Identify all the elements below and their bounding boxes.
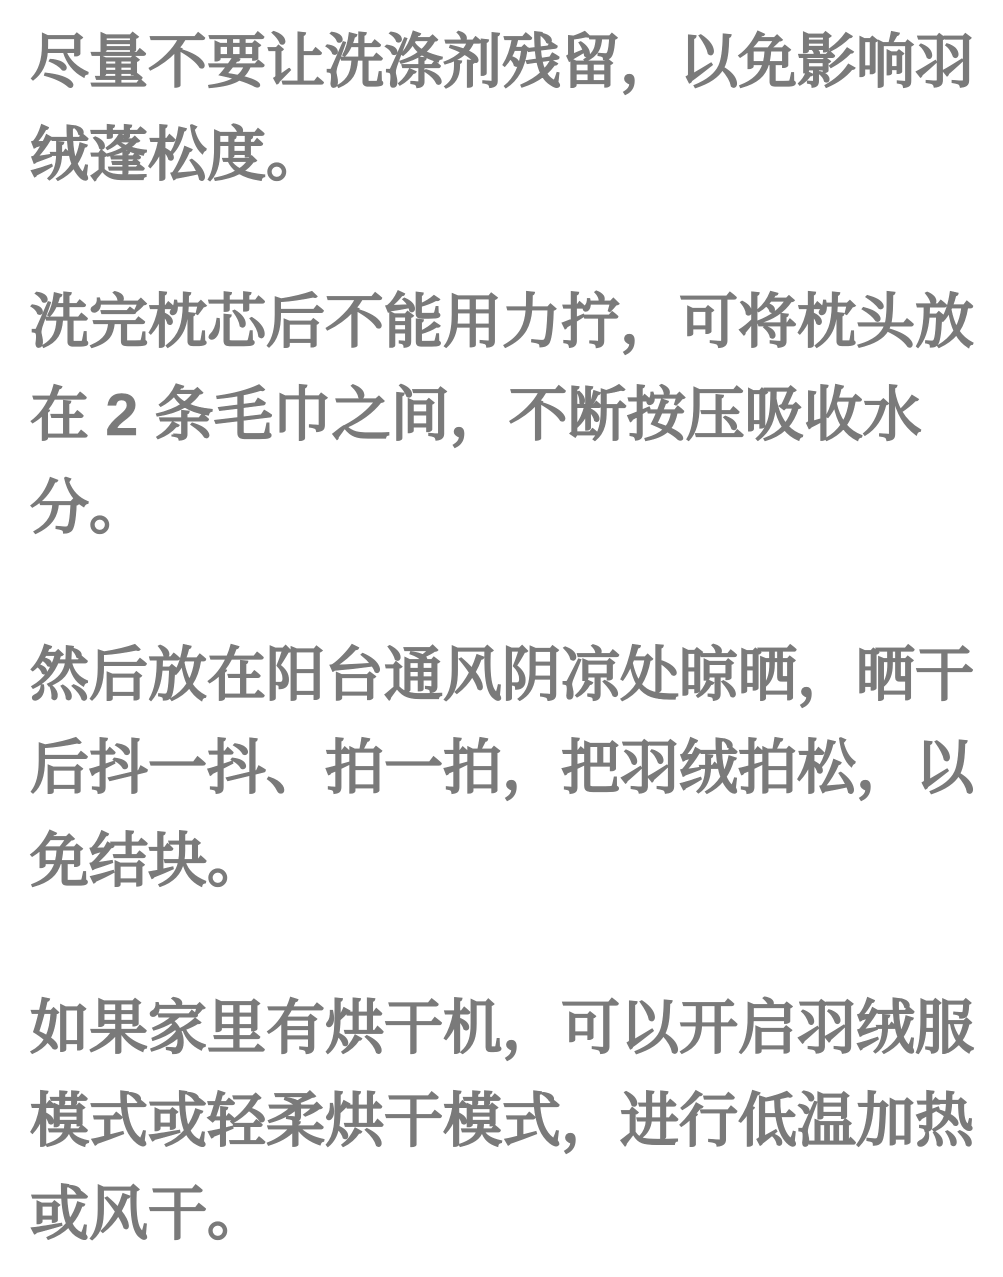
paragraph-line: 后抖一抖、拍一拍，把羽绒拍松，以 bbox=[30, 735, 975, 801]
paragraph-line: 模式或轻柔烘干模式，进行低温加热 bbox=[30, 1088, 975, 1154]
paragraph-line: 分。 bbox=[30, 475, 149, 541]
paragraph bbox=[30, 629, 979, 908]
paragraph-line: 或风干。 bbox=[30, 1181, 267, 1247]
paragraph-line: 尽量不要让洗涤剂残留，以免影响羽 bbox=[30, 29, 975, 95]
paragraph bbox=[30, 982, 979, 1261]
paragraph bbox=[30, 16, 979, 202]
paragraph-line: 洗完枕芯后不能用力拧，可将枕头放 bbox=[30, 289, 975, 355]
paragraph-line: 然后放在阳台通风阴凉处晾晒，晒干 bbox=[30, 642, 975, 708]
paragraph-line: 在 2 条毛巾之间，不断按压吸收水 bbox=[30, 382, 922, 448]
paragraph-line: 绒蓬松度。 bbox=[30, 122, 326, 188]
paragraph bbox=[30, 276, 979, 555]
paragraph-line: 免结块。 bbox=[30, 828, 267, 894]
paragraph-line: 如果家里有烘干机，可以开启羽绒服 bbox=[30, 995, 975, 1061]
